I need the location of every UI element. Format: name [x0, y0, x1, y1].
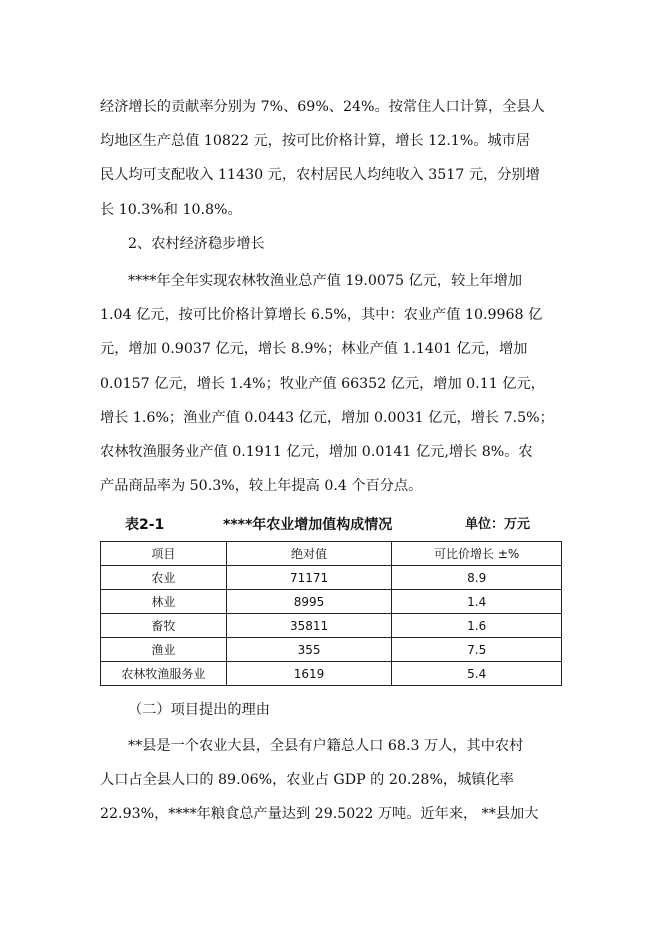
text-line: 人口占全县人口的 89.06%，农业占 GDP 的 20.28%，城镇化率 — [100, 772, 514, 789]
table-title: ****年农业增加值构成情况 — [223, 517, 393, 533]
text-line: **县是一个农业大县，全县有户籍总人口 68.3 万人，其中农村 — [128, 738, 524, 754]
text-line: 均地区生产总值 10822 元，按可比价格计算，增长 12.1%。城市居 — [100, 133, 531, 150]
cell-item: 林业 — [101, 590, 227, 614]
cell-value: 71171 — [226, 566, 392, 590]
cell-growth: 8.9 — [392, 566, 562, 590]
cell-value: 1619 — [226, 662, 392, 686]
cell-item: 畜牧 — [101, 614, 227, 638]
table-row — [101, 662, 562, 686]
paragraph-agriculture-output — [100, 264, 570, 503]
column-header-item: 项目 — [101, 542, 227, 566]
table-header-row — [101, 542, 562, 566]
text-line: 增长 1.6%；渔业产值 0.0443 亿元，增加 0.0031 亿元，增长 7.5%； — [100, 409, 554, 426]
table-row — [101, 638, 562, 662]
heading-text: （二）项目提出的理由 — [128, 702, 270, 718]
agriculture-value-table — [100, 541, 562, 686]
table-row — [101, 614, 562, 638]
cell-value: 355 — [226, 638, 392, 662]
text-line: 产品商品率为 50.3%，较上年提高 0.4 个百分点。 — [100, 478, 423, 495]
text-line: ****年全年实现农林牧渔业总产值 19.0075 亿元，较上年增加 — [128, 273, 523, 289]
table-row — [101, 566, 562, 590]
heading-text: 2、农村经济稳步增长 — [128, 236, 265, 252]
table-caption — [100, 512, 562, 538]
paragraph-county-background — [100, 729, 570, 832]
cell-growth: 1.4 — [392, 590, 562, 614]
cell-item: 农林牧渔服务业 — [101, 662, 227, 686]
table-number: 表2-1 — [125, 517, 165, 533]
text-line: 元，增加 0.9037 亿元，增长 8.9%；林业产值 1.1401 亿元，增加 — [100, 341, 528, 358]
cell-item: 农业 — [101, 566, 227, 590]
text-line: 1.04 亿元，按可比价格计算增长 6.5%，其中：农业产值 10.9968 亿 — [100, 307, 543, 324]
cell-growth: 5.4 — [392, 662, 562, 686]
table-unit: 单位：万元 — [465, 517, 531, 532]
cell-growth: 7.5 — [392, 638, 562, 662]
text-line: 农林牧渔服务业产值 0.1911 亿元，增加 0.0141 亿元,增长 8%。农 — [100, 443, 533, 460]
section-heading-project-reason — [100, 693, 570, 727]
text-line: 长 10.3%和 10.8%。 — [100, 201, 242, 218]
table-row — [101, 590, 562, 614]
text-line: 22.93%，****年粮食总产量达到 29.5022 万吨。近年来， **县加大 — [100, 806, 539, 823]
cell-item: 渔业 — [101, 638, 227, 662]
section-heading-rural-economy — [100, 227, 570, 261]
paragraph-economic-growth — [100, 90, 570, 227]
cell-value: 35811 — [226, 614, 392, 638]
cell-value: 8995 — [226, 590, 392, 614]
text-line: 经济增长的贡献率分别为 7%、69%、24%。按常住人口计算，全县人 — [100, 99, 545, 115]
column-header-absolute-value: 绝对值 — [226, 542, 392, 566]
text-line: 0.0157 亿元，增长 1.4%；牧业产值 66352 亿元，增加 0.11 亿元， — [100, 375, 545, 392]
text-line: 民人均可支配收入 11430 元，农村居民人均纯收入 3517 元，分别增 — [100, 167, 540, 184]
cell-growth: 1.6 — [392, 614, 562, 638]
column-header-growth: 可比价增长 ±% — [392, 542, 562, 566]
